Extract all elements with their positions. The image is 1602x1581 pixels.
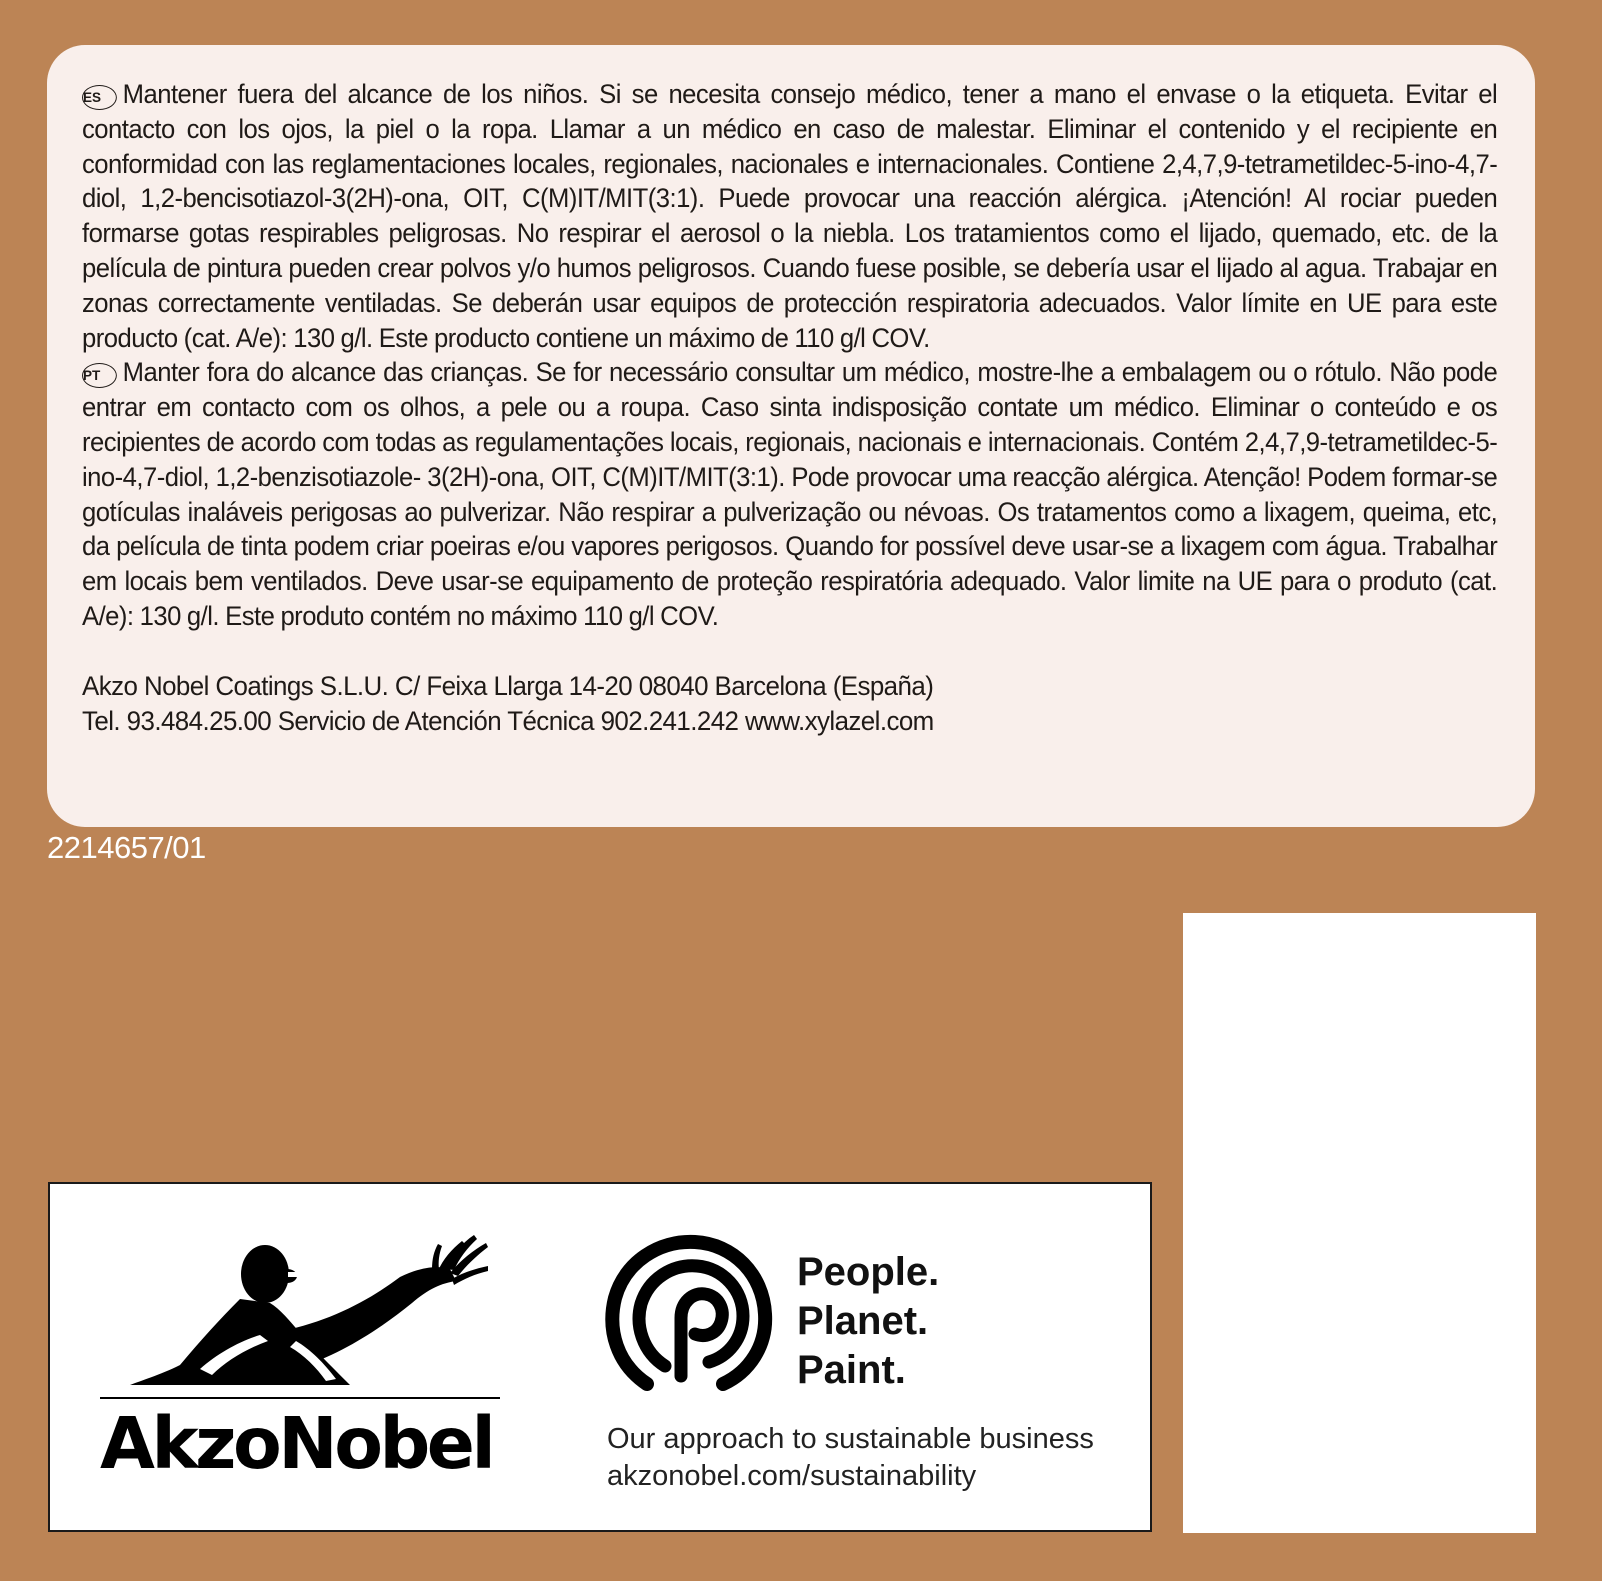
brand-underline bbox=[100, 1397, 500, 1399]
spanish-paragraph bbox=[82, 77, 1497, 355]
akzonobel-figure-icon bbox=[100, 1229, 500, 1404]
sustainability-url: akzonobel.com/sustainability bbox=[607, 1460, 977, 1492]
slogan-people: People. bbox=[797, 1250, 940, 1294]
company-info bbox=[82, 669, 1444, 739]
approach-text: Our approach to sustainable business bbox=[607, 1423, 1094, 1455]
portuguese-paragraph bbox=[82, 355, 1497, 633]
spanish-text: Mantener fuera del alcance de los niños. Si se necesita consejo médico, tener a mano el envase o la etiqueta. Evitar el contacto con los ojos, la piel o la ropa. Llamar a un médico en caso de malestar. Eliminar el contenido y el recipiente en conformidad con las reglamentaciones locales, regionales, nacionales e internacionales. Contiene 2,4,7,9-tetrametildec-5-ino-4,7-diol, 1,2-bencisotiazol-3(2H)-ona, OIT, C(M)IT/MIT(3:1). Puede provocar una reacción alérgica. ¡Atención! Al rociar pueden formarse gotas respirables peligrosas. No respirar el aerosol o la niebla. Los tratamientos como el lijado, quemado, etc. de la película de pintura pueden crear polvos y/o humos peligrosos. Cuando fuese posible, se debería usar el lijado al agua. Trabajar en zonas correctamente ventiladas. Se deberán usar equipos de protección respiratoria adecuados. Valor límite en UE para este producto (cat. A/e): 130 g/l. Este producto contiene un máximo de 110 g/l COV. bbox=[82, 79, 1498, 353]
company-address: Akzo Nobel Coatings S.L.U. C/ Feixa Llarga 14-20 08040 Barcelona (España) bbox=[82, 670, 934, 701]
portuguese-text: Manter fora do alcance das crianças. Se for necessário consultar um médico, mostre-lhe a embalagem ou o rótulo. Não pode entrar em contacto com os olhos, a pele ou a roupa. Caso sinta indisposição contate um médico. Eliminar o conteúdo e os recipientes de acordo com todas as regulamentações locais, regionais, nacionais e internacionais. Contém 2,4,7,9-tetrametildec-5-ino-4,7-diol, 1,2-benzisotiazole- 3(2H)-ona, OIT, C(M)IT/MIT(3:1). Pode provocar uma reacção alérgica. Atenção! Podem formar-se gotículas inaláveis perigosas ao pulverizar. Não respirar a pulverização ou névoas. Os tratamentos como a lixagem, queima, etc, da película de tinta podem criar poeiras e/ou vapores perigosos. Quando for possível deve usar-se a lixagem com água. Trabalhar em locais bem ventilados. Deve usar-se equipamento de proteção respiratória adequado. Valor limite na UE para o produto (cat. A/e): 130 g/l. Este produto contém no máximo 110 g/l COV. bbox=[82, 357, 1498, 631]
sustainability-slogan bbox=[797, 1248, 939, 1395]
pt-language-badge: PT bbox=[82, 363, 117, 388]
sustainability-info bbox=[607, 1421, 1094, 1495]
blank-label-area bbox=[1183, 913, 1536, 1533]
product-code: 2214657/01 bbox=[47, 830, 206, 865]
es-language-badge: ES bbox=[82, 85, 117, 110]
slogan-paint: Paint. bbox=[797, 1348, 906, 1392]
brand-name: AkzoNobel bbox=[100, 1402, 493, 1485]
safety-info-panel bbox=[47, 45, 1535, 827]
slogan-planet: Planet. bbox=[797, 1299, 929, 1343]
sustainability-spiral-icon bbox=[605, 1234, 775, 1404]
company-contact: Tel. 93.484.25.00 Servicio de Atención Técnica 902.241.242 www.xylazel.com bbox=[82, 705, 934, 736]
akzonobel-logo-box bbox=[48, 1182, 1152, 1532]
